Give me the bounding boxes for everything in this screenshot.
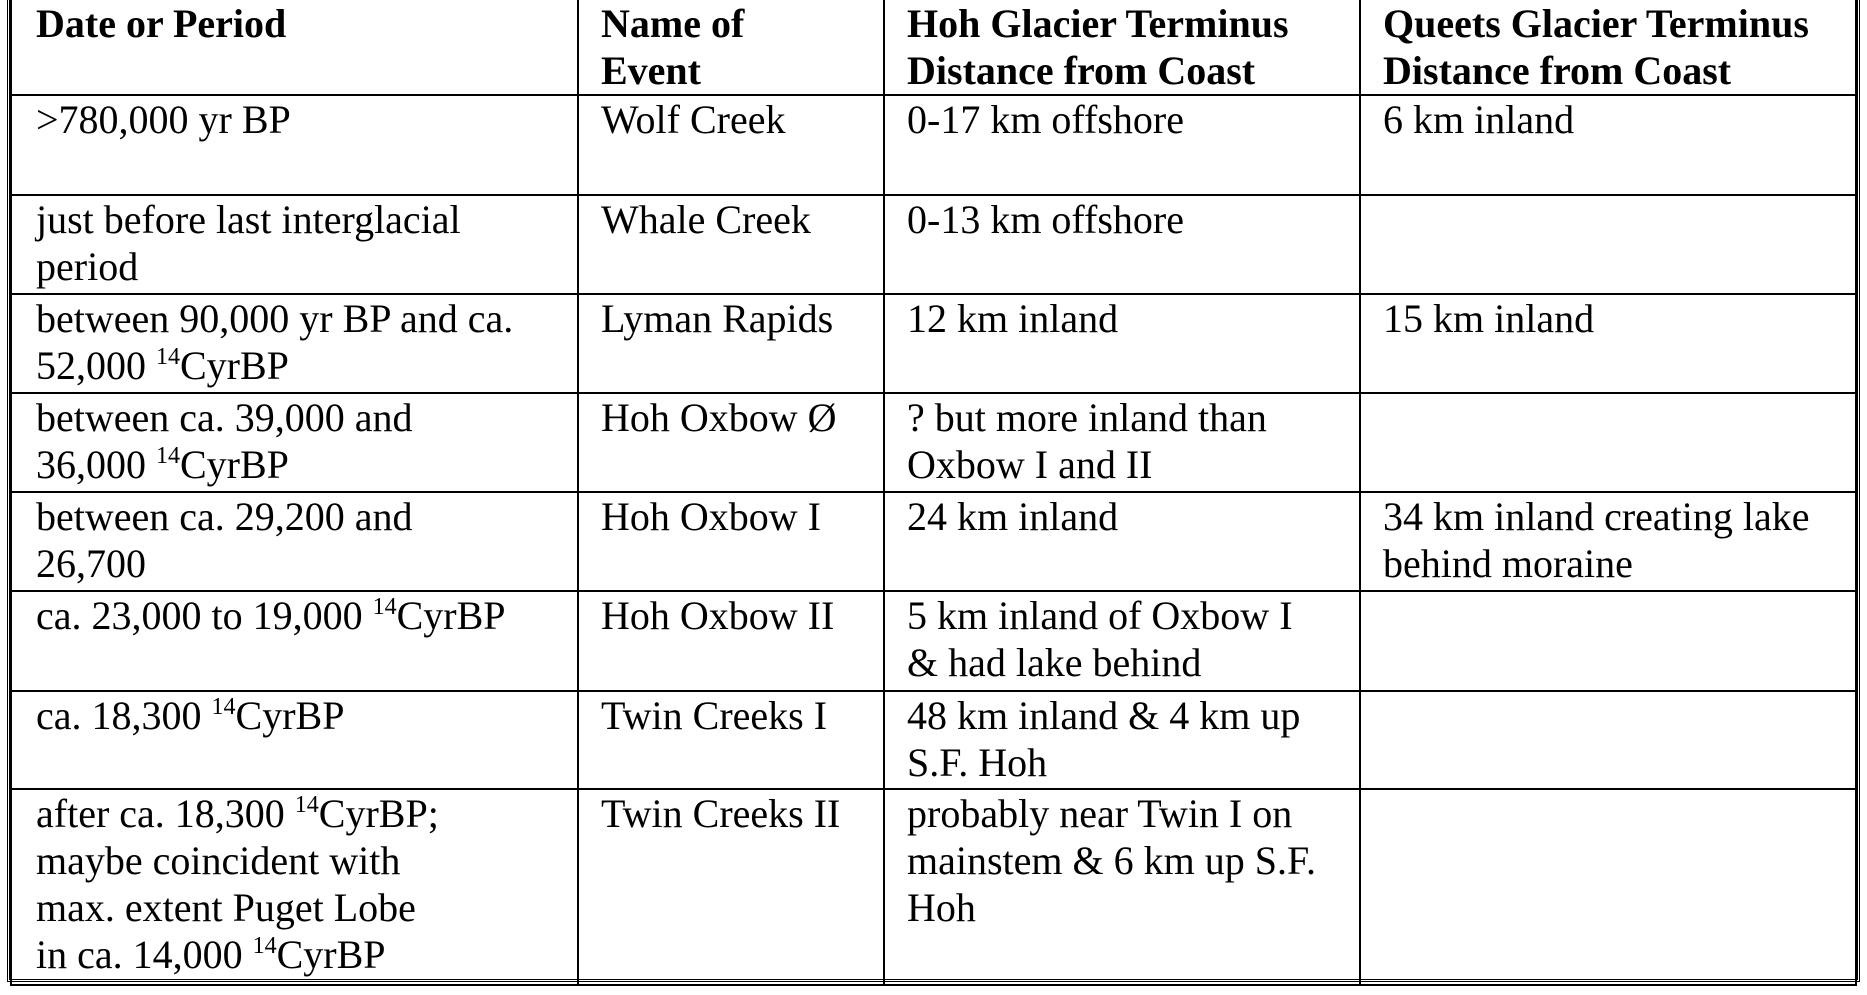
cell-hoh-distance (884, 492, 1360, 591)
cell-queets-distance (1360, 393, 1856, 492)
header-line: Hoh Glacier Terminus (907, 1, 1289, 46)
cell-line (36, 931, 577, 978)
cell-line (36, 196, 577, 243)
isotope-superscript: 14 (156, 443, 180, 469)
cell-line: S.F. Hoh (907, 740, 1048, 785)
cell-line: Whale Creek (601, 197, 811, 242)
table-row (11, 591, 1856, 691)
cell-event-name (578, 789, 884, 985)
header-line: Date or Period (36, 1, 287, 46)
cell-line: 48 km inland & 4 km up (907, 693, 1301, 738)
cell-line (36, 692, 577, 739)
cell-line (36, 884, 577, 931)
cell-event-name (578, 691, 884, 789)
cell-line (36, 790, 577, 837)
isotope-superscript: 14 (211, 694, 236, 720)
cell-queets-distance (1360, 294, 1856, 393)
cell-hoh-distance (884, 95, 1360, 195)
table-row (11, 789, 1856, 985)
glacier-events-table (10, 0, 1857, 986)
isotope-superscript: 14 (252, 933, 277, 959)
cell-text: 26,700 (36, 541, 146, 586)
cell-line (36, 96, 577, 143)
cell-event-name (578, 195, 884, 294)
cell-text: >780,000 yr BP (36, 97, 291, 142)
cell-text: 52,000 (36, 343, 156, 388)
cell-line: ? but more inland than (907, 395, 1267, 440)
cell-hoh-distance (884, 195, 1360, 294)
cell-date-or-period (11, 691, 578, 789)
cell-line: behind moraine (1383, 541, 1633, 586)
header-line: Distance from Coast (907, 48, 1256, 93)
cell-date-or-period (11, 195, 578, 294)
cell-hoh-distance (884, 393, 1360, 492)
cell-date-or-period (11, 393, 578, 492)
cell-text: between ca. 39,000 and (36, 395, 413, 440)
cell-line (36, 837, 577, 884)
cell-line (36, 493, 577, 540)
cell-text: CyrBP (180, 442, 289, 487)
cell-date-or-period (11, 492, 578, 591)
cell-line (36, 540, 577, 587)
cell-text: CyrBP (276, 932, 386, 977)
cell-line (36, 441, 577, 488)
header-line: Queets Glacier Terminus (1383, 1, 1809, 46)
cell-text: ca. 18,300 (36, 693, 212, 738)
cell-date-or-period (11, 591, 578, 691)
cell-event-name (578, 492, 884, 591)
glacier-events-table-frame (7, 0, 1860, 982)
header-line: Event (601, 48, 701, 93)
cell-date-or-period (11, 95, 578, 195)
cell-event-name (578, 294, 884, 393)
header-name-of-event (578, 0, 884, 95)
cell-line: Oxbow I and II (907, 442, 1153, 487)
table-row (11, 195, 1856, 294)
cell-text: just before last interglacial (36, 197, 461, 242)
header-date-or-period (11, 0, 578, 95)
cell-text: CyrBP; (318, 791, 439, 836)
cell-queets-distance (1360, 492, 1856, 591)
header-hoh-terminus (884, 0, 1360, 95)
cell-line: 12 km inland (907, 296, 1119, 341)
table-row (11, 691, 1856, 789)
cell-line: 0-17 km offshore (907, 97, 1184, 142)
cell-text: between ca. 29,200 and (36, 494, 413, 539)
cell-line: 34 km inland creating lake (1383, 494, 1810, 539)
cell-line: 6 km inland (1383, 97, 1575, 142)
cell-text: in ca. 14,000 (36, 932, 253, 977)
cell-line: Lyman Rapids (601, 296, 834, 341)
isotope-superscript: 14 (156, 344, 180, 370)
cell-line: 15 km inland (1383, 296, 1595, 341)
header-line: Name of (601, 1, 745, 46)
cell-line (36, 243, 577, 290)
cell-event-name (578, 591, 884, 691)
cell-line (36, 394, 577, 441)
cell-line: Wolf Creek (601, 97, 786, 142)
cell-text: CyrBP (180, 343, 289, 388)
cell-queets-distance (1360, 95, 1856, 195)
cell-queets-distance (1360, 691, 1856, 789)
cell-queets-distance (1360, 195, 1856, 294)
table-row (11, 492, 1856, 591)
cell-text: after ca. 18,300 (36, 791, 295, 836)
table-row (11, 294, 1856, 393)
cell-text: maybe coincident with (36, 838, 401, 883)
cell-date-or-period (11, 789, 578, 985)
cell-queets-distance (1360, 591, 1856, 691)
cell-text: 36,000 (36, 442, 156, 487)
table-body (11, 95, 1856, 985)
cell-queets-distance (1360, 789, 1856, 985)
cell-line: probably near Twin I on (907, 791, 1293, 836)
cell-hoh-distance (884, 591, 1360, 691)
isotope-superscript: 14 (294, 792, 319, 818)
cell-line: & had lake behind (907, 640, 1202, 685)
cell-line: Hoh Oxbow Ø (601, 395, 837, 440)
cell-event-name (578, 393, 884, 492)
cell-text: CyrBP (235, 693, 345, 738)
cell-line (36, 295, 577, 342)
table-row (11, 393, 1856, 492)
cell-event-name (578, 95, 884, 195)
header-line: Distance from Coast (1383, 48, 1732, 93)
cell-line (36, 592, 577, 639)
cell-line: Hoh Oxbow II (601, 593, 835, 638)
cell-text: between 90,000 yr BP and ca. (36, 296, 514, 341)
cell-text: period (36, 244, 139, 289)
header-row (11, 0, 1856, 95)
cell-line: 5 km inland of Oxbow I (907, 593, 1293, 638)
cell-hoh-distance (884, 294, 1360, 393)
cell-text: max. extent Puget Lobe (36, 885, 416, 930)
cell-line: mainstem & 6 km up S.F. (907, 838, 1317, 883)
header-queets-terminus (1360, 0, 1856, 95)
cell-line: Twin Creeks I (601, 693, 828, 738)
cell-text: CyrBP (396, 593, 506, 638)
cell-line: 24 km inland (907, 494, 1119, 539)
cell-line: Twin Creeks II (601, 791, 841, 836)
cell-line: Hoh Oxbow I (601, 494, 821, 539)
cell-line (36, 342, 577, 389)
table-row (11, 95, 1856, 195)
cell-date-or-period (11, 294, 578, 393)
cell-line: 0-13 km offshore (907, 197, 1184, 242)
cell-text: ca. 23,000 to 19,000 (36, 593, 373, 638)
isotope-superscript: 14 (372, 594, 397, 620)
cell-hoh-distance (884, 789, 1360, 985)
cell-hoh-distance (884, 691, 1360, 789)
cell-line: Hoh (907, 885, 976, 930)
